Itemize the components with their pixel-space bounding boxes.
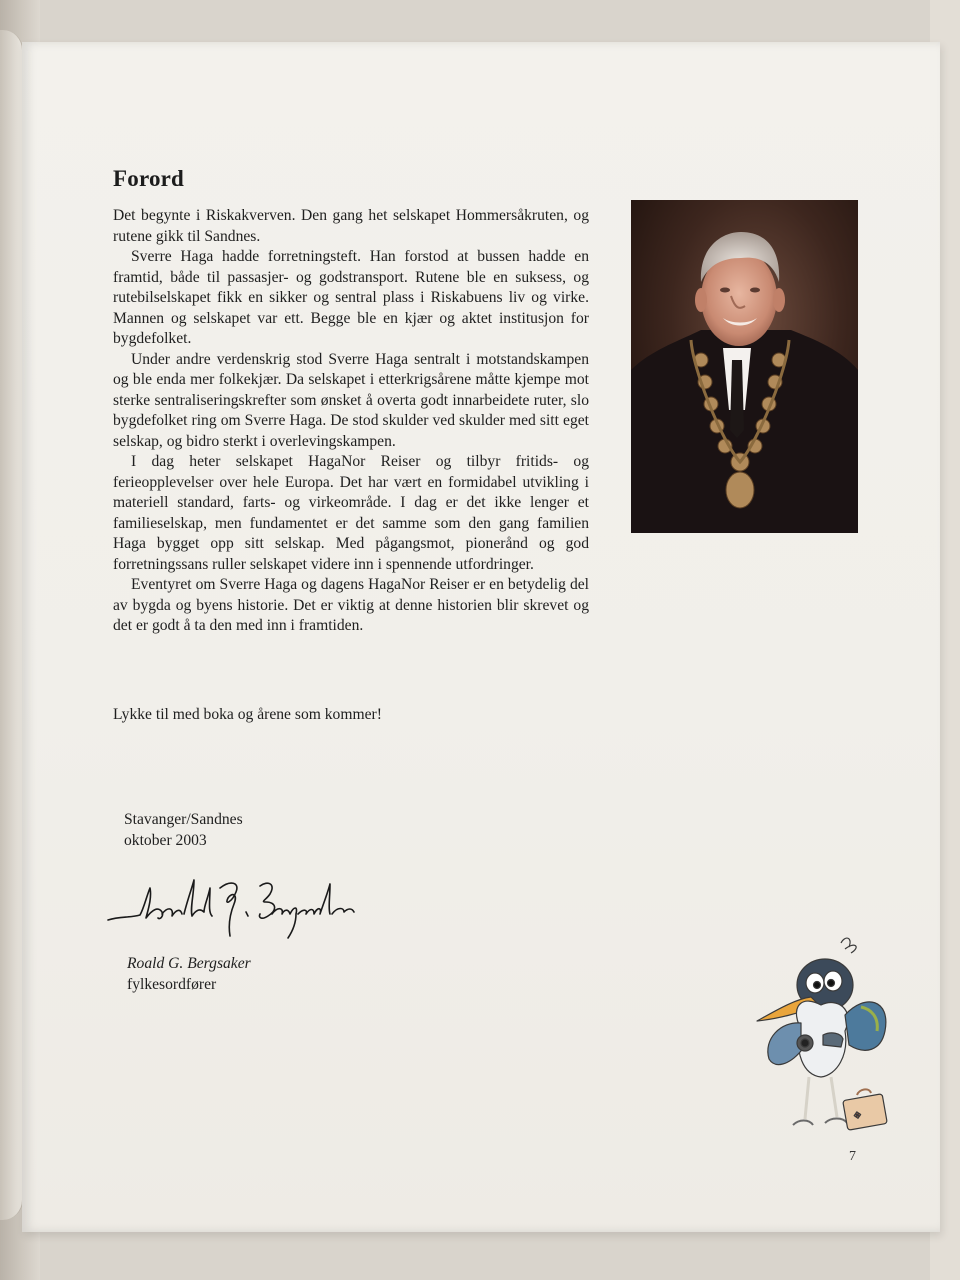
signer-block bbox=[127, 954, 251, 995]
place-date bbox=[124, 810, 243, 851]
paragraph-5: Eventyret om Sverre Haga og dagens HagaNor Reiser er en betydelig del av bygda og byens historie. Det er viktig at denne historien blir skrevet og det er godt å ta den med inn i framtiden. bbox=[113, 576, 589, 634]
page-number: 7 bbox=[849, 1149, 856, 1164]
paragraph-1: Det begynte i Riskakverven. Den gang het selskapet Hommersåkruten, og rutene gikk til Sandnes. bbox=[113, 207, 589, 245]
mascot-bird-illustration bbox=[745, 935, 895, 1150]
paragraph-4: I dag heter selskapet HagaNor Reiser og tilbyr fritids- og ferieopplevelser over hele Europa. Det har vært en formidabel utvikling i materiell standard, farts- og virkeområde. I dag er det ikke lenger et familieselskap, men fundamentet er det samme som den gang familien Haga bygget opp sitt selskap. Med pågangsmot, pionerånd og god forretningssans ruller selskapet videre inn i spennende utfordringer. bbox=[113, 453, 589, 573]
signer-name: Roald G. Bergsaker bbox=[127, 955, 251, 972]
paragraph-3: Under andre verdenskrig stod Sverre Haga sentralt i motstandskampen og ble enda mer folkekjær. Da selskapet i etterkrigsårene måtte kjempe mot sterke sentraliseringskrefter som ønsket å overta godt innarbeidete ruter, slo bygdefolket ring om Sverre Haga. De stod skulder ved skulder med sitt eget selskap, og bidro sterkt i overlevingskampen. bbox=[113, 350, 589, 450]
date: oktober 2003 bbox=[124, 831, 207, 849]
closing-line: Lykke til med boka og årene som kommer! bbox=[113, 706, 382, 723]
foreword-body bbox=[113, 206, 589, 637]
handwritten-signature bbox=[100, 858, 360, 948]
page-heading: Forord bbox=[113, 166, 185, 191]
signer-title: fylkesordfører bbox=[127, 975, 217, 993]
paragraph-2: Sverre Haga hadde forretningsteft. Han forstod at bussen hadde en framtid, både til passasjer- og godstransport. Rutene ble en suksess, og rutebilselskapet fikk en sikker og sentral plass i Riskabuens liv og virke. Mannen og selskapet var ett. Begge ble en kjær og aktet institusjon for bygdefolket. bbox=[113, 248, 589, 347]
previous-page-edge bbox=[0, 30, 23, 1220]
portrait-photo bbox=[631, 200, 858, 533]
place: Stavanger/Sandnes bbox=[124, 811, 243, 828]
svg-text:❖: ❖ bbox=[852, 1110, 863, 1122]
